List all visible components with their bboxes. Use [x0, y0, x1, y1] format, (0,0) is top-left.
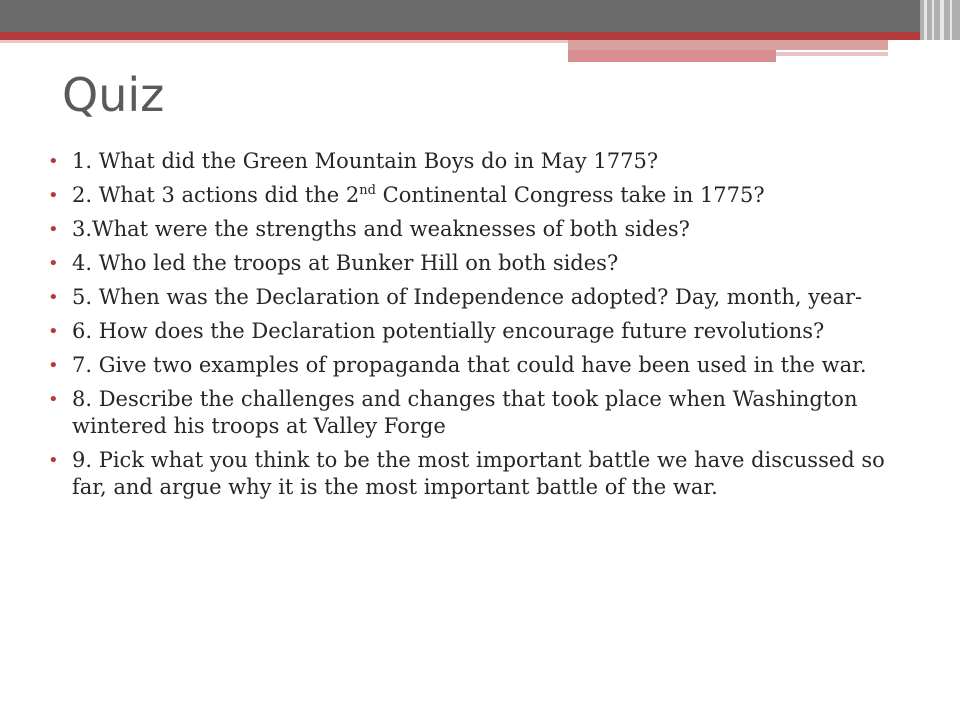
question-text: 8. Describe the challenges and changes that took place when Washington wintered his troops at Valley Forge — [72, 387, 858, 438]
question-list — [48, 148, 908, 508]
bullet-icon: • — [48, 151, 59, 172]
question-item — [48, 182, 908, 209]
question-item — [48, 216, 908, 243]
question-item — [48, 250, 908, 277]
header-accent-stripe — [0, 32, 920, 40]
bullet-icon: • — [48, 219, 59, 240]
question-text: 1. What did the Green Mountain Boys do in May 1775? — [72, 149, 659, 173]
question-text: 4. Who led the troops at Bunker Hill on both sides? — [72, 251, 619, 275]
question-item — [48, 284, 908, 311]
header-bar — [0, 0, 960, 32]
header-light-stripe — [0, 40, 568, 43]
question-item — [48, 148, 908, 175]
header-corner-lines — [920, 0, 960, 40]
question-item — [48, 386, 908, 440]
header-accent-block — [568, 40, 888, 50]
bullet-icon: • — [48, 185, 59, 206]
question-item — [48, 447, 908, 501]
question-item — [48, 318, 908, 345]
slide-title: Quiz — [62, 68, 165, 122]
bullet-icon: • — [48, 321, 59, 342]
bullet-icon: • — [48, 450, 59, 471]
question-text-end: Continental Congress take in 1775? — [375, 183, 765, 207]
bullet-icon: • — [48, 355, 59, 376]
question-text: 3.What were the strengths and weaknesses of both sides? — [72, 217, 690, 241]
header-accent-line — [776, 52, 888, 56]
bullet-icon: • — [48, 287, 59, 308]
question-superscript: nd — [359, 183, 376, 198]
question-text: 5. When was the Declaration of Independence adopted? Day, month, year- — [72, 285, 863, 309]
question-text-start: 2. What 3 actions did the 2 — [72, 183, 360, 207]
question-text: 6. How does the Declaration potentially encourage future revolutions? — [72, 319, 825, 343]
question-text: 9. Pick what you think to be the most important battle we have discussed so far, and argue why it is the most important battle of the war. — [72, 448, 885, 499]
question-text: 7. Give two examples of propaganda that could have been used in the war. — [72, 353, 867, 377]
question-item — [48, 352, 908, 379]
bullet-icon: • — [48, 253, 59, 274]
header-accent-block-lower — [568, 50, 776, 62]
bullet-icon: • — [48, 389, 59, 410]
